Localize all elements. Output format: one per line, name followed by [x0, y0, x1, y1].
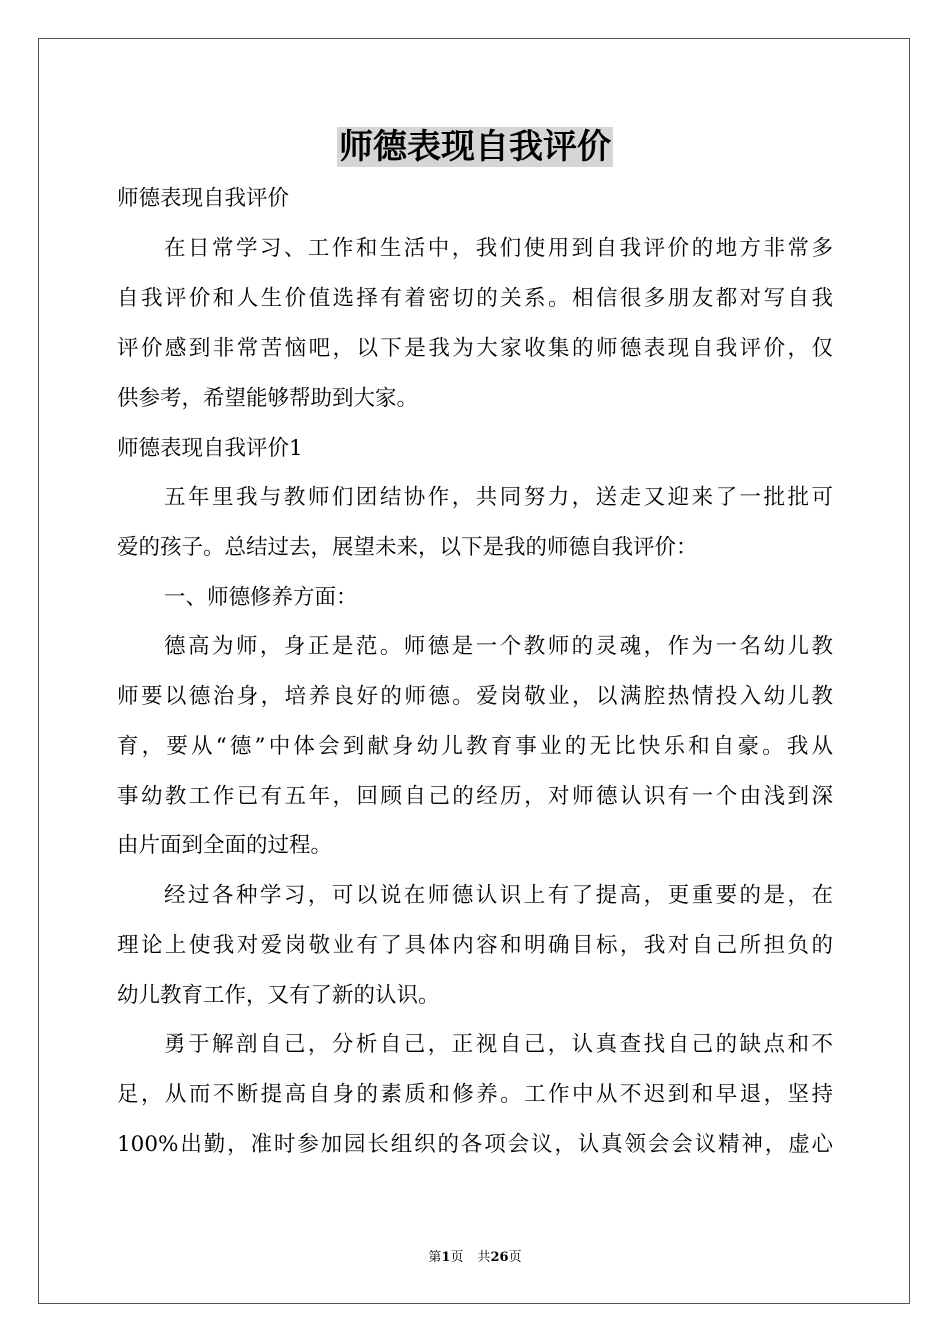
body-line: 在日常学习、工作和生活中，我们使用到自我评价的地方非常多: [164, 236, 833, 261]
body-line: 足，从而不断提高自身的素质和修养。工作中从不迟到和早退，坚持: [117, 1082, 833, 1107]
body-line: 经过各种学习，可以说在师德认识上有了提高，更重要的是，在: [164, 883, 833, 908]
footer-page-suffix: 页: [450, 1250, 464, 1265]
footer-page-prefix: 第: [428, 1250, 442, 1265]
footer-total-suffix: 页: [508, 1250, 522, 1265]
footer-page-number: 1: [441, 1250, 451, 1265]
body-line: 勇于解剖自己，分析自己，正视自己，认真查找自己的缺点和不: [164, 1032, 833, 1057]
body-line: 育，要从“德”中体会到献身幼儿教育事业的无比快乐和自豪。我从: [117, 734, 833, 759]
body-line: 爱的孩子。总结过去，展望未来，以下是我的师德自我评价：: [117, 535, 698, 560]
body-line: 评价感到非常苦恼吧，以下是我为大家收集的师德表现自我评价，仅: [117, 336, 833, 361]
body-line-heading: 师德表现自我评价1: [117, 436, 303, 461]
body-line: 德高为师，身正是范。师德是一个教师的灵魂，作为一名幼儿教: [164, 634, 833, 659]
body-line: 师要以德治身，培养良好的师德。爱岗敬业，以满腔热情投入幼儿教: [117, 684, 833, 709]
body-line-heading: 师德表现自我评价: [117, 186, 290, 211]
body-line-subheading: 一、师德修养方面：: [164, 585, 358, 610]
body-line: 100%出勤，准时参加园长组织的各项会议，认真领会会议精神，虚心: [117, 1132, 833, 1157]
document-title: [0, 124, 950, 170]
footer-total-prefix: 共: [477, 1250, 491, 1265]
body-line: 事幼教工作已有五年，回顾自己的经历，对师德认识有一个由浅到深: [117, 784, 833, 809]
document-title-text: 师德表现自我评价: [339, 127, 611, 167]
body-line: 理论上使我对爱岗敬业有了具体内容和明确目标，我对自己所担负的: [117, 933, 833, 958]
page-footer: [0, 1249, 950, 1267]
body-line: 由片面到全面的过程。: [117, 833, 333, 858]
body-line: 供参考，希望能够帮助到大家。: [117, 386, 419, 411]
body-line: 自我评价和人生价值选择有着密切的关系。相信很多朋友都对写自我: [117, 286, 833, 311]
footer-total-pages: 26: [490, 1250, 509, 1265]
body-line: 五年里我与教师们团结协作，共同努力，送走又迎来了一批批可: [164, 485, 833, 510]
body-line: 幼儿教育工作，又有了新的认识。: [117, 983, 440, 1008]
